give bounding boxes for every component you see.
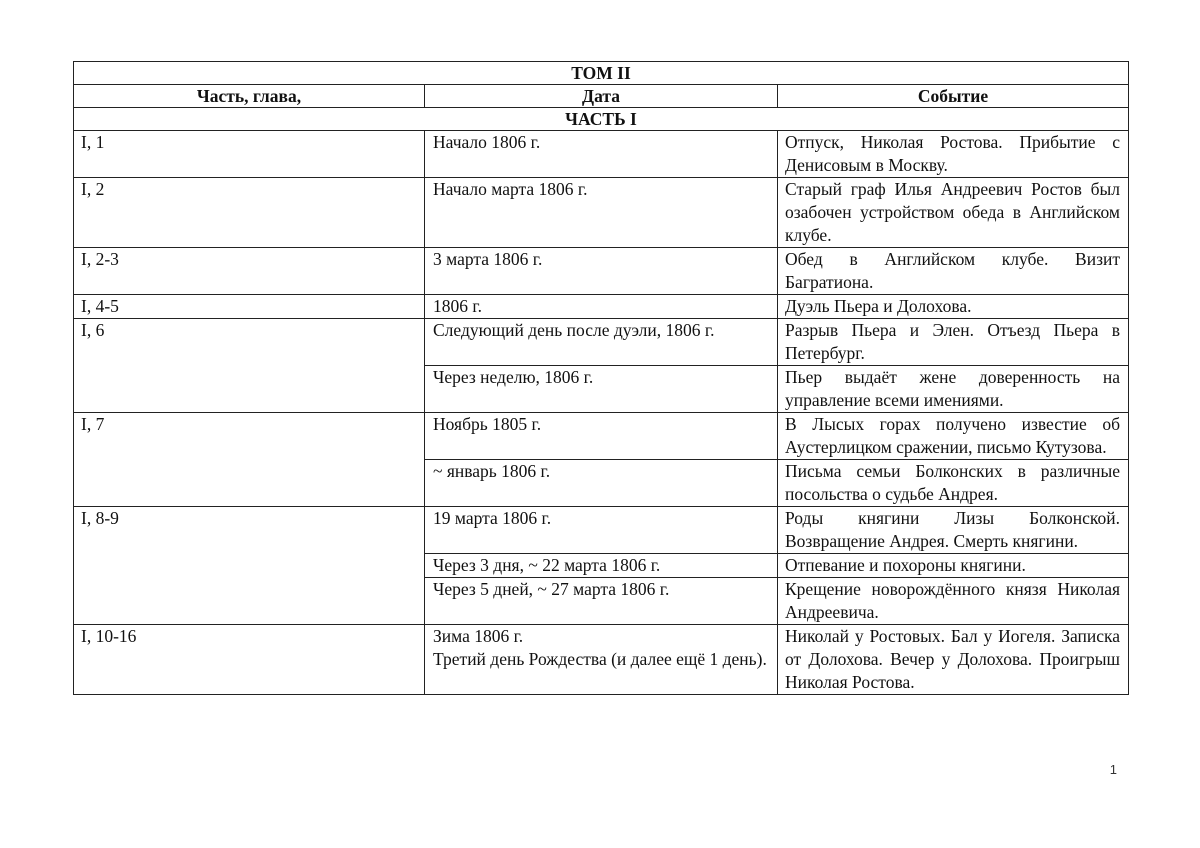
event-cell: Дуэль Пьера и Долохова. — [778, 295, 1129, 319]
date-cell: 1806 г. — [425, 295, 778, 319]
table-row — [74, 413, 1129, 460]
header-date: Дата — [425, 85, 778, 108]
table-row — [74, 507, 1129, 554]
date-line-secondary: Третий день Рождества (и далее ещё 1 день). — [433, 649, 767, 669]
event-cell: Крещение новорождённого князя Николая Андреевича. — [778, 578, 1129, 625]
date-cell: 19 марта 1806 г. — [425, 507, 778, 554]
date-cell — [425, 625, 778, 695]
date-cell: ~ январь 1806 г. — [425, 460, 778, 507]
event-cell: Роды княгини Лизы Болконской. Возвращение Андрея. Смерть княгини. — [778, 507, 1129, 554]
date-cell: Ноябрь 1805 г. — [425, 413, 778, 460]
header-row — [74, 85, 1129, 108]
date-cell: 3 марта 1806 г. — [425, 248, 778, 295]
part-cell: I, 4-5 — [74, 295, 425, 319]
event-cell: Пьер выдаёт жене доверенность на управление всеми имениями. — [778, 366, 1129, 413]
header-event: Событие — [778, 85, 1129, 108]
part-cell: I, 2 — [74, 178, 425, 248]
part-cell: I, 1 — [74, 131, 425, 178]
section-title: ЧАСТЬ I — [74, 108, 1129, 131]
date-line: Зима 1806 г. — [433, 626, 524, 646]
part-cell: I, 2-3 — [74, 248, 425, 295]
event-cell: Старый граф Илья Андреевич Ростов был озабочен устройством обеда в Английском клубе. — [778, 178, 1129, 248]
part-cell: I, 8-9 — [74, 507, 425, 625]
event-cell: Отпуск, Николая Ростова. Прибытие с Денисовым в Москву. — [778, 131, 1129, 178]
page-number: 1 — [1109, 762, 1117, 777]
date-cell: Начало 1806 г. — [425, 131, 778, 178]
table-row — [74, 178, 1129, 248]
section-row — [74, 108, 1129, 131]
header-part: Часть, глава, — [74, 85, 425, 108]
event-cell: В Лысых горах получено известие об Аустерлицком сражении, письмо Кутузова. — [778, 413, 1129, 460]
date-cell: Начало марта 1806 г. — [425, 178, 778, 248]
volume-title: ТОМ II — [74, 62, 1129, 85]
date-cell: Через неделю, 1806 г. — [425, 366, 778, 413]
date-cell: Через 3 дня, ~ 22 марта 1806 г. — [425, 554, 778, 578]
chronology-table — [73, 61, 1129, 695]
table-row — [74, 248, 1129, 295]
part-cell: I, 10-16 — [74, 625, 425, 695]
table-row — [74, 295, 1129, 319]
part-cell: I, 7 — [74, 413, 425, 507]
event-cell: Письма семьи Болконских в различные посольства о судьбе Андрея. — [778, 460, 1129, 507]
table-row — [74, 319, 1129, 366]
event-cell: Обед в Английском клубе. Визит Багратиона. — [778, 248, 1129, 295]
event-cell: Разрыв Пьера и Элен. Отъезд Пьера в Петербург. — [778, 319, 1129, 366]
title-row — [74, 62, 1129, 85]
table-row — [74, 131, 1129, 178]
event-cell: Николай у Ростовых. Бал у Иогеля. Записка от Долохова. Вечер у Долохова. Проигрыш Николая Ростова. — [778, 625, 1129, 695]
date-cell: Через 5 дней, ~ 27 марта 1806 г. — [425, 578, 778, 625]
event-cell: Отпевание и похороны княгини. — [778, 554, 1129, 578]
part-cell: I, 6 — [74, 319, 425, 413]
date-cell: Следующий день после дуэли, 1806 г. — [425, 319, 778, 366]
table-row — [74, 625, 1129, 695]
